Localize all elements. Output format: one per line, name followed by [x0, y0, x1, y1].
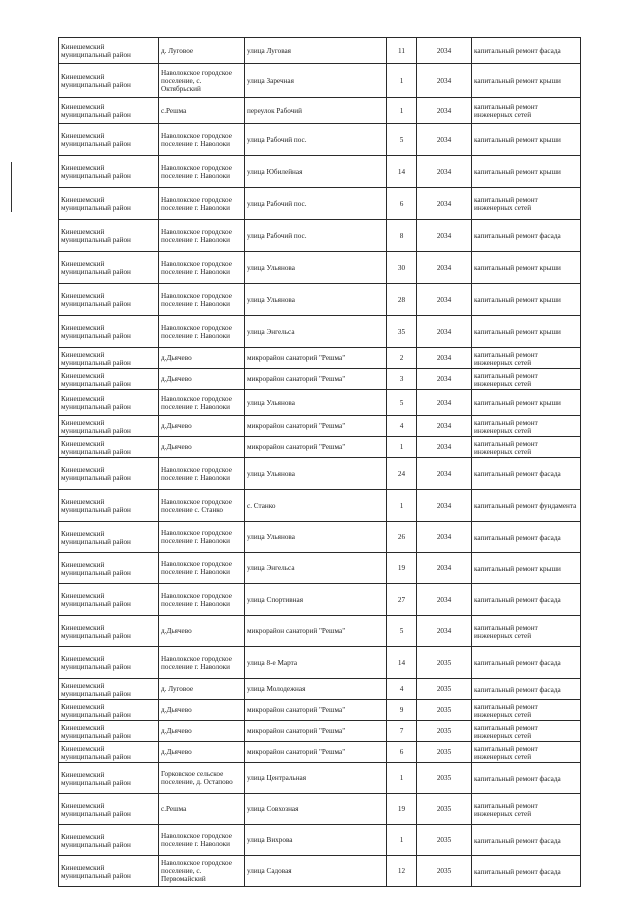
- street-cell: улица Садовая: [245, 856, 387, 887]
- street-cell: улица Молодежная: [245, 679, 387, 700]
- settlement-cell: Наволокское городское поселение г. Наволоки: [159, 522, 245, 553]
- year-cell: 2034: [417, 38, 472, 64]
- house-number-cell: 19: [387, 553, 417, 584]
- settlement-cell: Наволокское городское поселение, с. Октябрьский: [159, 64, 245, 98]
- year-cell: 2035: [417, 742, 472, 763]
- year-cell: 2034: [417, 522, 472, 553]
- street-cell: микрорайон санаторий "Решма": [245, 416, 387, 437]
- table-row: [59, 369, 581, 390]
- street-cell: улица Ульянова: [245, 284, 387, 316]
- table-row: [59, 616, 581, 647]
- street-cell: улица Ульянова: [245, 458, 387, 490]
- year-cell: 2035: [417, 679, 472, 700]
- settlement-cell: с.Решма: [159, 98, 245, 124]
- table-row: [59, 553, 581, 584]
- district-cell: Кинешемский муниципальный район: [59, 856, 159, 887]
- settlement-cell: Наволокское городское поселение г. Наволоки: [159, 825, 245, 856]
- work-type-cell: капитальный ремонт инженерных сетей: [472, 437, 581, 458]
- house-number-cell: 6: [387, 188, 417, 220]
- house-number-cell: 12: [387, 856, 417, 887]
- street-cell: микрорайон санаторий "Решма": [245, 742, 387, 763]
- district-cell: Кинешемский муниципальный район: [59, 721, 159, 742]
- district-cell: Кинешемский муниципальный район: [59, 794, 159, 825]
- settlement-cell: д. Луговое: [159, 679, 245, 700]
- settlement-cell: д. Луговое: [159, 38, 245, 64]
- work-type-cell: капитальный ремонт крыши: [472, 390, 581, 416]
- table-row: [59, 679, 581, 700]
- work-type-cell: капитальный ремонт инженерных сетей: [472, 98, 581, 124]
- house-number-cell: 1: [387, 825, 417, 856]
- district-cell: Кинешемский муниципальный район: [59, 763, 159, 794]
- table-row: [59, 252, 581, 284]
- work-type-cell: капитальный ремонт фасада: [472, 458, 581, 490]
- house-number-cell: 11: [387, 38, 417, 64]
- year-cell: 2034: [417, 458, 472, 490]
- year-cell: 2034: [417, 316, 472, 348]
- street-cell: микрорайон санаторий "Решма": [245, 616, 387, 647]
- street-cell: улица Ульянова: [245, 390, 387, 416]
- street-cell: улица Вихрова: [245, 825, 387, 856]
- house-number-cell: 24: [387, 458, 417, 490]
- year-cell: 2034: [417, 252, 472, 284]
- district-cell: Кинешемский муниципальный район: [59, 316, 159, 348]
- table-row: [59, 416, 581, 437]
- street-cell: микрорайон санаторий "Решма": [245, 437, 387, 458]
- year-cell: 2034: [417, 553, 472, 584]
- house-number-cell: 14: [387, 647, 417, 679]
- year-cell: 2034: [417, 284, 472, 316]
- table-row: [59, 742, 581, 763]
- district-cell: Кинешемский муниципальный район: [59, 616, 159, 647]
- house-number-cell: 6: [387, 742, 417, 763]
- year-cell: 2034: [417, 64, 472, 98]
- settlement-cell: Наволокское городское поселение г. Наволоки: [159, 316, 245, 348]
- year-cell: 2034: [417, 156, 472, 188]
- work-type-cell: капитальный ремонт инженерных сетей: [472, 416, 581, 437]
- house-number-cell: 30: [387, 252, 417, 284]
- year-cell: 2035: [417, 856, 472, 887]
- district-cell: Кинешемский муниципальный район: [59, 38, 159, 64]
- district-cell: Кинешемский муниципальный район: [59, 584, 159, 616]
- settlement-cell: Наволокское городское поселение г. Наволоки: [159, 220, 245, 252]
- work-type-cell: капитальный ремонт фасада: [472, 38, 581, 64]
- work-type-cell: капитальный ремонт инженерных сетей: [472, 742, 581, 763]
- settlement-cell: с.Решма: [159, 794, 245, 825]
- table-row: [59, 98, 581, 124]
- table-row: [59, 763, 581, 794]
- house-number-cell: 1: [387, 490, 417, 522]
- work-type-cell: капитальный ремонт инженерных сетей: [472, 616, 581, 647]
- house-number-cell: 1: [387, 437, 417, 458]
- settlement-cell: д.Дьячево: [159, 369, 245, 390]
- street-cell: улица Спортивная: [245, 584, 387, 616]
- table-row: [59, 220, 581, 252]
- settlement-cell: Горковское сельское поселение, д. Остапово: [159, 763, 245, 794]
- street-cell: улица Ульянова: [245, 252, 387, 284]
- street-cell: микрорайон санаторий "Решма": [245, 348, 387, 369]
- table-row: [59, 721, 581, 742]
- settlement-cell: Наволокское городское поселение г. Наволоки: [159, 390, 245, 416]
- house-number-cell: 27: [387, 584, 417, 616]
- house-number-cell: 1: [387, 763, 417, 794]
- street-cell: улица Рабочий пос.: [245, 124, 387, 156]
- year-cell: 2035: [417, 647, 472, 679]
- table-row: [59, 856, 581, 887]
- table-row: [59, 156, 581, 188]
- street-cell: улица Энгельса: [245, 553, 387, 584]
- settlement-cell: д.Дьячево: [159, 742, 245, 763]
- house-number-cell: 7: [387, 721, 417, 742]
- table-row: [59, 38, 581, 64]
- table-row: [59, 490, 581, 522]
- year-cell: 2035: [417, 763, 472, 794]
- district-cell: Кинешемский муниципальный район: [59, 679, 159, 700]
- house-number-cell: 9: [387, 700, 417, 721]
- district-cell: Кинешемский муниципальный район: [59, 156, 159, 188]
- work-type-cell: капитальный ремонт инженерных сетей: [472, 348, 581, 369]
- district-cell: Кинешемский муниципальный район: [59, 700, 159, 721]
- street-cell: улица Рабочий пос.: [245, 188, 387, 220]
- settlement-cell: Наволокское городское поселение г. Наволоки: [159, 284, 245, 316]
- house-number-cell: 26: [387, 522, 417, 553]
- work-type-cell: капитальный ремонт фасада: [472, 825, 581, 856]
- year-cell: 2034: [417, 369, 472, 390]
- work-type-cell: капитальный ремонт фасада: [472, 584, 581, 616]
- street-cell: улица Центральная: [245, 763, 387, 794]
- settlement-cell: д.Дьячево: [159, 700, 245, 721]
- district-cell: Кинешемский муниципальный район: [59, 188, 159, 220]
- house-number-cell: 4: [387, 416, 417, 437]
- work-type-cell: капитальный ремонт фасада: [472, 522, 581, 553]
- street-cell: с. Станко: [245, 490, 387, 522]
- district-cell: Кинешемский муниципальный район: [59, 124, 159, 156]
- house-number-cell: 8: [387, 220, 417, 252]
- district-cell: Кинешемский муниципальный район: [59, 458, 159, 490]
- work-type-cell: капитальный ремонт крыши: [472, 124, 581, 156]
- table-row: [59, 124, 581, 156]
- district-cell: Кинешемский муниципальный район: [59, 647, 159, 679]
- table-row: [59, 64, 581, 98]
- year-cell: 2034: [417, 188, 472, 220]
- street-cell: улица Заречная: [245, 64, 387, 98]
- street-cell: улица Луговая: [245, 38, 387, 64]
- table-body: [59, 38, 581, 887]
- street-cell: улица Юбилейная: [245, 156, 387, 188]
- house-number-cell: 28: [387, 284, 417, 316]
- year-cell: 2034: [417, 124, 472, 156]
- house-number-cell: 1: [387, 64, 417, 98]
- street-cell: микрорайон санаторий "Решма": [245, 721, 387, 742]
- work-type-cell: капитальный ремонт инженерных сетей: [472, 369, 581, 390]
- year-cell: 2034: [417, 220, 472, 252]
- table-row: [59, 390, 581, 416]
- district-cell: Кинешемский муниципальный район: [59, 348, 159, 369]
- work-type-cell: капитальный ремонт фасада: [472, 647, 581, 679]
- year-cell: 2034: [417, 490, 472, 522]
- district-cell: Кинешемский муниципальный район: [59, 742, 159, 763]
- settlement-cell: д.Дьячево: [159, 721, 245, 742]
- district-cell: Кинешемский муниципальный район: [59, 284, 159, 316]
- settlement-cell: Наволокское городское поселение г. Наволоки: [159, 647, 245, 679]
- table-row: [59, 458, 581, 490]
- district-cell: Кинешемский муниципальный район: [59, 98, 159, 124]
- district-cell: Кинешемский муниципальный район: [59, 416, 159, 437]
- house-number-cell: 14: [387, 156, 417, 188]
- district-cell: Кинешемский муниципальный район: [59, 64, 159, 98]
- street-cell: улица 8-е Марта: [245, 647, 387, 679]
- street-cell: улица Рабочий пос.: [245, 220, 387, 252]
- repair-schedule-table: [58, 37, 581, 887]
- table-row: [59, 348, 581, 369]
- year-cell: 2035: [417, 794, 472, 825]
- house-number-cell: 35: [387, 316, 417, 348]
- settlement-cell: д.Дьячево: [159, 437, 245, 458]
- table-row: [59, 188, 581, 220]
- year-cell: 2034: [417, 437, 472, 458]
- house-number-cell: 4: [387, 679, 417, 700]
- table-row: [59, 794, 581, 825]
- work-type-cell: капитальный ремонт фасада: [472, 763, 581, 794]
- work-type-cell: капитальный ремонт инженерных сетей: [472, 794, 581, 825]
- table-row: [59, 522, 581, 553]
- settlement-cell: д.Дьячево: [159, 416, 245, 437]
- street-cell: улица Ульянова: [245, 522, 387, 553]
- work-type-cell: капитальный ремонт инженерных сетей: [472, 700, 581, 721]
- house-number-cell: 1: [387, 98, 417, 124]
- margin-mark: [11, 162, 12, 212]
- street-cell: улица Совхозная: [245, 794, 387, 825]
- district-cell: Кинешемский муниципальный район: [59, 252, 159, 284]
- table-row: [59, 284, 581, 316]
- house-number-cell: 5: [387, 124, 417, 156]
- year-cell: 2034: [417, 98, 472, 124]
- table-row: [59, 700, 581, 721]
- work-type-cell: капитальный ремонт фундамента: [472, 490, 581, 522]
- street-cell: улица Энгельса: [245, 316, 387, 348]
- district-cell: Кинешемский муниципальный район: [59, 390, 159, 416]
- district-cell: Кинешемский муниципальный район: [59, 522, 159, 553]
- house-number-cell: 5: [387, 616, 417, 647]
- house-number-cell: 3: [387, 369, 417, 390]
- work-type-cell: капитальный ремонт фасада: [472, 856, 581, 887]
- settlement-cell: Наволокское городское поселение г. Наволоки: [159, 553, 245, 584]
- settlement-cell: Наволокское городское поселение с. Станко: [159, 490, 245, 522]
- year-cell: 2035: [417, 700, 472, 721]
- settlement-cell: Наволокское городское поселение г. Наволоки: [159, 584, 245, 616]
- year-cell: 2034: [417, 616, 472, 647]
- year-cell: 2034: [417, 584, 472, 616]
- settlement-cell: д.Дьячево: [159, 348, 245, 369]
- work-type-cell: капитальный ремонт крыши: [472, 284, 581, 316]
- work-type-cell: капитальный ремонт крыши: [472, 316, 581, 348]
- year-cell: 2034: [417, 348, 472, 369]
- district-cell: Кинешемский муниципальный район: [59, 437, 159, 458]
- year-cell: 2034: [417, 416, 472, 437]
- district-cell: Кинешемский муниципальный район: [59, 553, 159, 584]
- street-cell: микрорайон санаторий "Решма": [245, 369, 387, 390]
- year-cell: 2034: [417, 390, 472, 416]
- table-row: [59, 437, 581, 458]
- work-type-cell: капитальный ремонт крыши: [472, 252, 581, 284]
- settlement-cell: Наволокское городское поселение г. Наволоки: [159, 458, 245, 490]
- year-cell: 2035: [417, 825, 472, 856]
- settlement-cell: Наволокское городское поселение г. Наволоки: [159, 124, 245, 156]
- street-cell: микрорайон санаторий "Решма": [245, 700, 387, 721]
- work-type-cell: капитальный ремонт инженерных сетей: [472, 188, 581, 220]
- house-number-cell: 5: [387, 390, 417, 416]
- table-row: [59, 316, 581, 348]
- work-type-cell: капитальный ремонт фасада: [472, 679, 581, 700]
- table-row: [59, 584, 581, 616]
- settlement-cell: Наволокское городское поселение г. Наволоки: [159, 188, 245, 220]
- settlement-cell: Наволокское городское поселение г. Наволоки: [159, 252, 245, 284]
- house-number-cell: 2: [387, 348, 417, 369]
- district-cell: Кинешемский муниципальный район: [59, 369, 159, 390]
- table-row: [59, 825, 581, 856]
- work-type-cell: капитальный ремонт крыши: [472, 64, 581, 98]
- district-cell: Кинешемский муниципальный район: [59, 490, 159, 522]
- work-type-cell: капитальный ремонт крыши: [472, 553, 581, 584]
- house-number-cell: 19: [387, 794, 417, 825]
- table-row: [59, 647, 581, 679]
- work-type-cell: капитальный ремонт фасада: [472, 220, 581, 252]
- settlement-cell: д.Дьячево: [159, 616, 245, 647]
- year-cell: 2035: [417, 721, 472, 742]
- district-cell: Кинешемский муниципальный район: [59, 825, 159, 856]
- settlement-cell: Наволокское городское поселение, с. Первомайский: [159, 856, 245, 887]
- street-cell: переулок Рабочий: [245, 98, 387, 124]
- work-type-cell: капитальный ремонт крыши: [472, 156, 581, 188]
- district-cell: Кинешемский муниципальный район: [59, 220, 159, 252]
- settlement-cell: Наволокское городское поселение г. Наволоки: [159, 156, 245, 188]
- work-type-cell: капитальный ремонт инженерных сетей: [472, 721, 581, 742]
